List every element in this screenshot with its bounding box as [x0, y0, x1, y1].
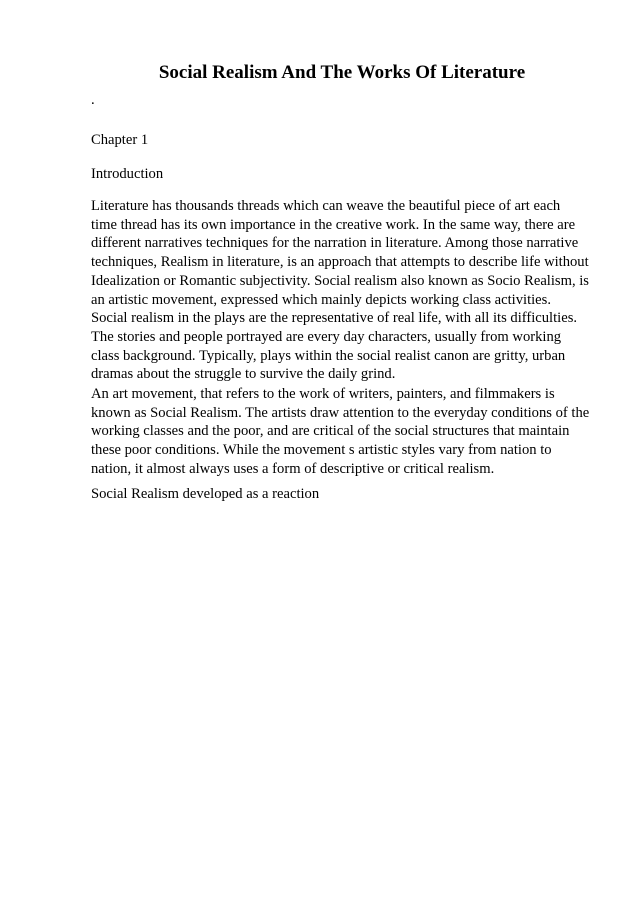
paragraph-line: An art movement, that refers to the work of writers, painters, and filmmakers is: [91, 386, 555, 402]
paragraph-line: dramas about the struggle to survive the daily grind.: [91, 366, 396, 383]
paragraph-1: [91, 197, 631, 384]
document-title: Social Realism And The Works Of Literature: [158, 62, 526, 83]
paragraph-line: Social Realism developed as a reaction: [91, 486, 320, 502]
paragraph-line: Social realism in the plays are the representative of real life, with all its difficulties.: [91, 310, 578, 327]
paragraph-line: Idealization or Romantic subjectivity. Social realism also known as Socio Realism, is: [91, 272, 589, 289]
paragraph-line: an artistic movement, expressed which mainly depicts working class activities.: [91, 291, 551, 308]
paragraph-3: [91, 485, 631, 504]
chapter-heading: Chapter 1: [91, 132, 149, 148]
dot-marker: .: [91, 92, 95, 108]
paragraph-line: time thread has its own importance in the creative work. In the same way, there are: [91, 216, 576, 233]
paragraph-2: [91, 385, 631, 479]
paragraph-line: The stories and people portrayed are every day characters, usually from working: [91, 328, 562, 345]
paragraph-line: different narratives techniques for the narration in literature. Among those narrative: [91, 235, 579, 252]
paragraph-line: known as Social Realism. The artists draw attention to the everyday conditions of the: [91, 404, 590, 421]
paragraph-line: Literature has thousands threads which can weave the beautiful piece of art each: [91, 198, 561, 214]
paragraph-line: these poor conditions. While the movement s artistic styles vary from nation to: [91, 442, 552, 459]
paragraph-line: working classes and the poor, and are critical of the social structures that maintain: [91, 423, 570, 440]
paragraph-line: class background. Typically, plays within the social realist canon are gritty, urban: [91, 347, 566, 364]
paragraph-line: nation, it almost always uses a form of descriptive or critical realism.: [91, 460, 495, 477]
section-heading: Introduction: [91, 166, 164, 182]
paragraph-line: techniques, Realism in literature, is an approach that attempts to describe life without: [91, 254, 589, 271]
